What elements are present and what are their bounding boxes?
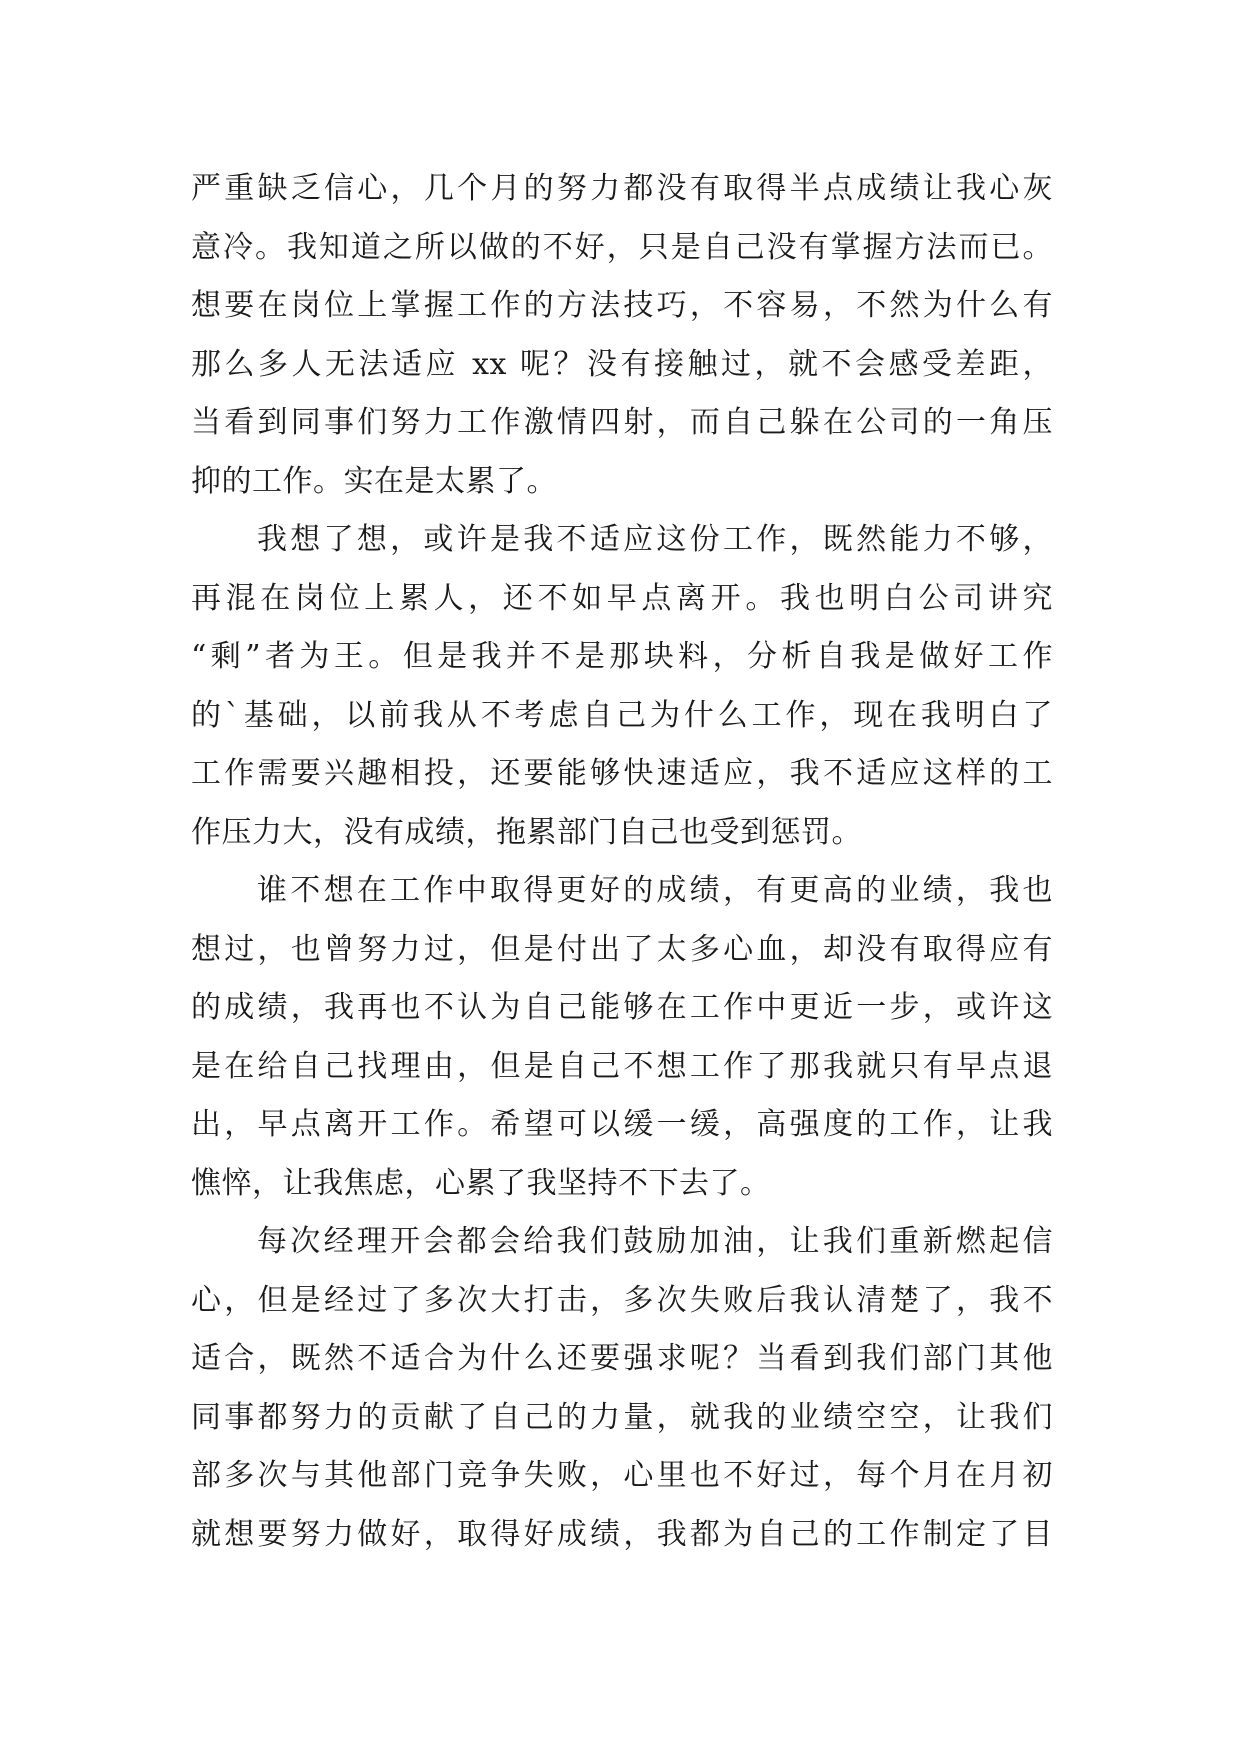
text-line: 我想了想，或许是我不适应这份工作，既然能力不够， — [257, 522, 1053, 557]
text-line: 同事都努力的贡献了自己的力量，就我的业绩空空，让我们 — [191, 1399, 1053, 1435]
text-line: 抑的工作。实在是太累了。 — [191, 463, 557, 499]
document-body — [191, 160, 1053, 1564]
text-line: 作压力大，没有成绩，拖累部门自己也受到惩罚。 — [191, 814, 862, 850]
text-line: 当看到同事们努力工作激情四射，而自己躲在公司的一角压 — [191, 405, 1053, 440]
text-line: 适合，既然不适合为什么还要强求呢？当看到我们部门其他 — [191, 1341, 1053, 1376]
paragraph-1 — [191, 160, 1053, 511]
text-line: 部多次与其他部门竞争失败，心里也不好过，每个月在月初 — [191, 1458, 1053, 1493]
text-line: 想过，也曾努力过，但是付出了太多心血，却没有取得应有 — [191, 931, 1053, 967]
text-line: 就想要努力做好，取得好成绩，我都为自己的工作制定了目 — [191, 1516, 1053, 1552]
text-line: 想要在岗位上掌握工作的方法技巧，不容易，不然为什么有 — [191, 288, 1053, 323]
text-line: 谁不想在工作中取得更好的成绩，有更高的业绩，我也 — [257, 873, 1053, 908]
text-line: 意冷。我知道之所以做的不好，只是自己没有掌握方法而已。 — [191, 229, 1053, 265]
paragraph-2 — [191, 511, 1053, 862]
text-line: 心，但是经过了多次大打击，多次失败后我认清楚了，我不 — [191, 1282, 1053, 1318]
text-line: 是在给自己找理由，但是自己不想工作了那我就只有早点退 — [191, 1048, 1053, 1084]
text-line: 的`基础，以前我从不考虑自己为什么工作，现在我明白了 — [191, 697, 1053, 733]
text-line: 憔悴，让我焦虑，心累了我坚持不下去了。 — [191, 1165, 771, 1201]
text-line: 的成绩，我再也不认为自己能够在工作中更近一步，或许这 — [191, 990, 1053, 1025]
text-line: 再混在岗位上累人，还不如早点离开。我也明白公司讲究 — [191, 580, 1053, 616]
text-line: “剩”者为王。但是我并不是那块料，分析自我是做好工作 — [191, 639, 1053, 674]
text-line: 工作需要兴趣相投，还要能够快速适应，我不适应这样的工 — [191, 756, 1053, 791]
paragraph-4 — [191, 1213, 1053, 1564]
text-line: 严重缺乏信心，几个月的努力都没有取得半点成绩让我心灰 — [191, 171, 1053, 206]
text-line: 每次经理开会都会给我们鼓励加油，让我们重新燃起信 — [257, 1224, 1053, 1259]
text-line: 那么多人无法适应 xx 呢？没有接触过，就不会感受差距， — [191, 346, 1053, 382]
paragraph-3 — [191, 862, 1053, 1213]
text-line: 出，早点离开工作。希望可以缓一缓，高强度的工作，让我 — [191, 1107, 1053, 1142]
